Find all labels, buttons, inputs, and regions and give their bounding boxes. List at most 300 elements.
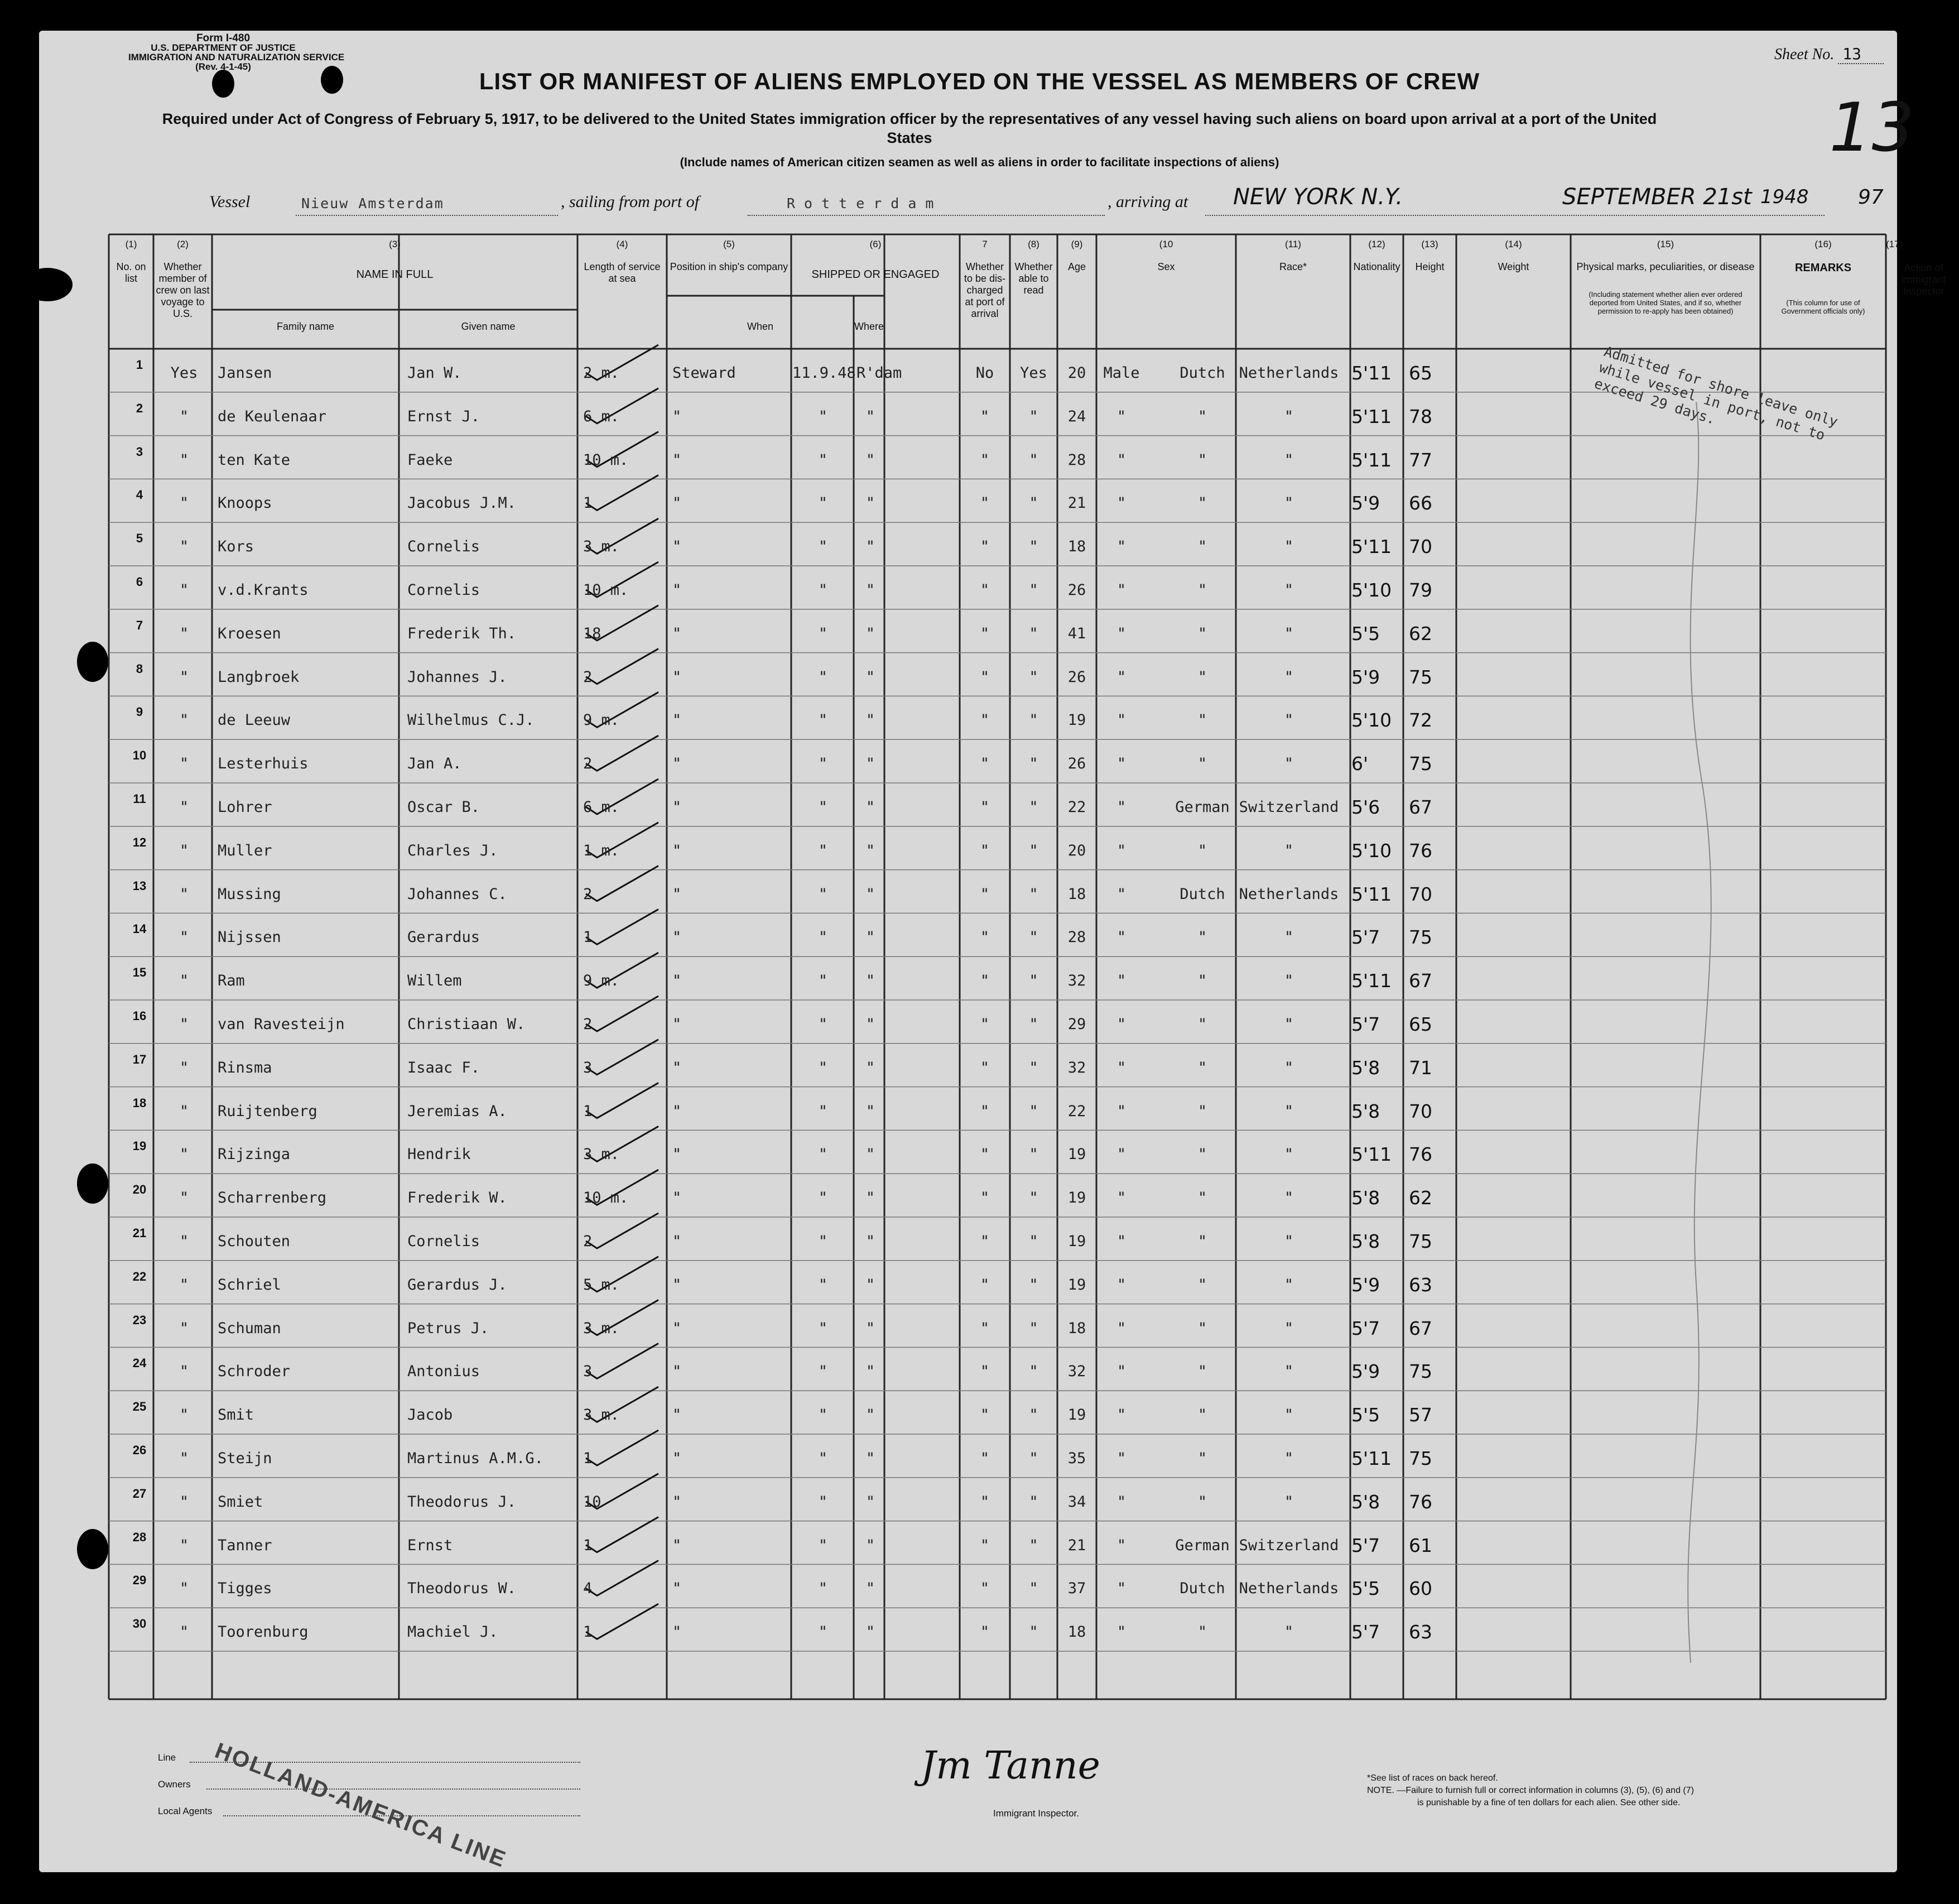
cell-family: Langbroek [218, 668, 300, 686]
cell-discharge: " [980, 711, 990, 729]
column-header: Action of Immigrant Inspector [1901, 262, 1946, 297]
column-header: SHIPPED OR ENGAGED [811, 268, 940, 281]
cell-given: Christiaan W. [407, 1016, 526, 1033]
row-number: 3 [136, 444, 143, 459]
cell-when: " [818, 1233, 828, 1250]
cell-race: " [1197, 1233, 1207, 1250]
cell-weight: 67 [1409, 796, 1432, 818]
cell-age: 18 [1067, 1319, 1086, 1337]
cell-when: 11.9.48 [792, 364, 856, 382]
cell-height: 6' [1351, 753, 1369, 775]
cell-service: 10 m. [583, 1189, 629, 1207]
check-tick [586, 649, 658, 684]
cell-sex: " [1116, 1016, 1127, 1033]
cell-height: 5'8 [1351, 1490, 1380, 1513]
cell-given: Gerardus J. [407, 1276, 507, 1294]
cell-sex: " [1116, 1406, 1127, 1424]
form-dept: U.S. DEPARTMENT OF JUSTICE [151, 42, 296, 53]
inspector-signature: Jm Tanne [921, 1744, 1100, 1788]
cell-position: " [672, 538, 682, 556]
cell-read: " [1029, 407, 1038, 425]
cell-sex: " [1116, 1233, 1127, 1250]
cell-race: " [1197, 538, 1207, 556]
cell-read: " [1029, 1493, 1038, 1511]
cell-where: " [865, 1059, 875, 1076]
cell-race: German [1175, 799, 1230, 816]
cell-discharge: " [980, 1146, 990, 1163]
cell-discharge: " [980, 624, 990, 642]
cell-where: " [865, 1319, 875, 1337]
stamp-text: Admitted for shore leave only while vessel in port, not to exceed 29 days. [1592, 343, 1840, 444]
cell-prev: " [179, 1623, 189, 1641]
cell-position: " [672, 1623, 682, 1641]
cell-when: " [818, 407, 828, 425]
cell-given: Frederik Th. [407, 624, 517, 642]
cell-family: Ram [218, 972, 245, 990]
cell-position: " [672, 711, 682, 729]
cell-prev: " [179, 711, 189, 729]
cell-race: " [1197, 929, 1207, 946]
cell-read: " [1029, 1276, 1038, 1294]
check-tick [586, 1604, 658, 1639]
cell-service: 1 [583, 929, 593, 946]
row-number: 27 [132, 1486, 147, 1501]
row-number: 8 [136, 661, 143, 676]
cell-where: " [865, 972, 875, 990]
cell-nationality: " [1284, 624, 1294, 642]
cell-nationality: " [1284, 494, 1294, 512]
cell-sex: " [1116, 972, 1127, 990]
cell-where: " [865, 581, 875, 599]
cell-where: " [865, 799, 875, 816]
cell-race: " [1197, 1319, 1207, 1337]
cell-sex: " [1116, 1102, 1127, 1120]
cell-position: " [672, 1146, 682, 1163]
cell-family: Tigges [218, 1580, 272, 1598]
column-header: Weight [1498, 261, 1529, 272]
cell-nationality: " [1284, 1363, 1294, 1381]
cell-read: " [1029, 1189, 1038, 1207]
cell-prev: " [179, 538, 189, 556]
cell-race: " [1197, 1016, 1207, 1033]
cell-when: " [818, 1536, 828, 1554]
cell-prev: " [179, 842, 189, 859]
cell-given: Jacobus J.M. [407, 494, 517, 512]
cell-position: " [672, 1189, 682, 1207]
cell-height: 5'9 [1351, 666, 1380, 688]
row-number: 21 [132, 1226, 147, 1240]
cell-position: Steward [672, 364, 736, 382]
cell-discharge: " [980, 1623, 990, 1641]
given-name-header: Given name [461, 321, 516, 332]
cell-given: Isaac F. [407, 1059, 480, 1076]
cell-service: 9 m. [583, 972, 620, 990]
column-header: Length of service at sea [584, 261, 661, 284]
cell-height: 5'8 [1351, 1100, 1380, 1122]
check-tick [586, 1430, 658, 1465]
row-number: 5 [136, 531, 143, 546]
cell-sex: " [1116, 711, 1127, 729]
cell-position: " [672, 1363, 682, 1381]
check-tick [586, 1040, 658, 1075]
cell-read: " [1029, 624, 1038, 642]
row-number: 16 [132, 1009, 147, 1023]
cell-sex: " [1116, 538, 1127, 556]
cell-race: " [1197, 1189, 1207, 1207]
cell-service: 1 [583, 1450, 593, 1467]
column-header: Position in ship's company [670, 261, 788, 272]
cell-where: " [865, 1233, 875, 1250]
cell-discharge: " [980, 1102, 990, 1120]
check-tick [586, 909, 658, 944]
cell-family: Rinsma [218, 1059, 272, 1076]
cell-age: 37 [1067, 1580, 1086, 1598]
page-subtitle-note: (Include names of American citizen seamen as well as aliens in order to facilitate inspections of aliens) [680, 155, 1279, 169]
cell-family: v.d.Krants [218, 581, 309, 599]
cell-read: " [1029, 451, 1038, 469]
cell-weight: 70 [1409, 536, 1432, 558]
cell-given: Antonius [407, 1363, 480, 1381]
cell-when: " [818, 668, 828, 686]
cell-family: Rijzinga [218, 1146, 291, 1163]
cell-discharge: " [980, 668, 990, 686]
cell-age: 24 [1067, 407, 1086, 425]
cell-age: 19 [1067, 1189, 1086, 1207]
action-note: (This column for use of Government officials only) [1781, 299, 1865, 315]
cell-when: " [818, 1623, 828, 1641]
cell-discharge: " [980, 1016, 990, 1033]
cell-prev: " [179, 668, 189, 686]
cell-race: " [1197, 581, 1207, 599]
cell-age: 18 [1067, 538, 1086, 556]
cell-age: 32 [1067, 1059, 1086, 1076]
cell-when: " [818, 1406, 828, 1424]
cell-age: 28 [1067, 929, 1086, 946]
check-tick [586, 866, 658, 901]
cell-position: " [672, 755, 682, 773]
cell-age: 19 [1067, 711, 1086, 729]
cell-discharge: " [980, 929, 990, 946]
cell-age: 41 [1067, 624, 1086, 642]
inspector-label: Immigrant Inspector. [993, 1808, 1080, 1819]
cell-nationality: " [1284, 1059, 1294, 1076]
cell-when: " [818, 624, 828, 642]
cell-age: 28 [1067, 451, 1086, 469]
cell-discharge: " [980, 1406, 990, 1424]
cell-nationality: " [1284, 1102, 1294, 1120]
cell-service: 2 [583, 668, 593, 686]
cell-nationality: " [1284, 1623, 1294, 1641]
cell-service: 3 [583, 1363, 593, 1381]
cell-given: Cornelis [407, 581, 480, 599]
cell-sex: " [1116, 1450, 1127, 1467]
cell-prev: " [179, 407, 189, 425]
cell-discharge: " [980, 1233, 990, 1250]
cell-nationality: " [1284, 451, 1294, 469]
column-number: (14) [1505, 239, 1522, 249]
cell-prev: " [179, 624, 189, 642]
cell-family: de Leeuw [218, 711, 291, 729]
cell-when: " [818, 972, 828, 990]
form-service: IMMIGRATION AND NATURALIZATION SERVICE [128, 52, 345, 62]
when-header: When [747, 321, 774, 332]
column-header: No. on list [116, 261, 146, 284]
cell-race: " [1197, 1493, 1207, 1511]
cell-nationality: Netherlands [1239, 364, 1339, 382]
check-tick [586, 1343, 658, 1378]
cell-race: " [1197, 1450, 1207, 1467]
cell-nationality: Netherlands [1239, 885, 1339, 903]
column-header: REMARKS [1794, 262, 1852, 274]
cell-where: " [865, 885, 875, 903]
cell-age: 26 [1067, 581, 1086, 599]
note-penalty: NOTE. —Failure to furnish full or correct information in columns (3), (5), (6) and (7) [1367, 1786, 1694, 1795]
cell-where: " [865, 624, 875, 642]
cell-when: " [818, 1059, 828, 1076]
cell-when: " [818, 929, 828, 946]
cell-discharge: " [980, 1319, 990, 1337]
cell-race: Dutch [1180, 364, 1225, 382]
cell-sex: " [1116, 1059, 1127, 1076]
cell-given: Wilhelmus C.J. [407, 711, 535, 729]
cell-when: " [818, 1493, 828, 1511]
cell-where: " [865, 711, 875, 729]
cell-height: 5'11 [1351, 405, 1392, 427]
cell-read: " [1029, 972, 1038, 990]
cell-read: " [1029, 799, 1038, 816]
cell-prev: " [179, 1536, 189, 1554]
pencil-line [1688, 402, 1711, 1663]
footer-line-label: Line [158, 1752, 176, 1763]
cell-prev: " [179, 1580, 189, 1598]
cell-prev: " [179, 1233, 189, 1250]
cell-race: German [1175, 1536, 1230, 1554]
cell-sex: " [1116, 799, 1127, 816]
cell-when: " [818, 711, 828, 729]
cell-discharge: " [980, 799, 990, 816]
cell-race: " [1197, 842, 1207, 859]
column-header: Age [1067, 261, 1086, 272]
cell-weight: 75 [1409, 926, 1432, 949]
row-number: 12 [132, 835, 147, 849]
cell-discharge: " [980, 1580, 990, 1598]
cell-weight: 70 [1409, 883, 1432, 905]
cell-height: 5'11 [1351, 362, 1392, 384]
cell-prev: " [179, 1059, 189, 1076]
cell-family: ten Kate [218, 451, 291, 469]
footer-owners-underline [206, 1788, 580, 1790]
cell-sex: " [1116, 1146, 1127, 1163]
cell-where: " [865, 1493, 875, 1511]
cell-when: " [818, 1276, 828, 1294]
cell-read: " [1029, 668, 1038, 686]
cell-given: Hendrik [407, 1146, 471, 1163]
cell-weight: 66 [1409, 492, 1432, 515]
cell-read: " [1029, 1319, 1038, 1337]
cell-given: Ernst [407, 1536, 453, 1554]
cell-weight: 72 [1409, 709, 1432, 732]
cell-where: " [865, 407, 875, 425]
cell-weight: 65 [1409, 362, 1432, 384]
cell-given: Jan W. [407, 364, 462, 382]
page-subtitle: Required under Act of Congress of February 5, 1917, to be delivered to the United States immigration officer by the representatives of any vessel having such aliens on board upon arrival at a port of the United States [162, 110, 1657, 146]
row-number: 1 [136, 358, 143, 372]
cell-family: Smiet [218, 1493, 263, 1511]
cell-age: 18 [1067, 885, 1086, 903]
cell-height: 5'9 [1351, 1273, 1380, 1296]
cell-service: 2 [583, 1233, 593, 1250]
cell-discharge: " [980, 1363, 990, 1381]
column-number: (2) [177, 239, 189, 249]
cell-read: " [1029, 581, 1038, 599]
column-header: Physical marks, peculiarities, or disease [1576, 261, 1755, 272]
cell-height: 5'11 [1351, 883, 1392, 905]
cell-race: Dutch [1180, 885, 1225, 903]
cell-where: " [865, 1536, 875, 1554]
row-number: 20 [132, 1182, 147, 1197]
cell-when: " [818, 1102, 828, 1120]
cell-age: 26 [1067, 668, 1086, 686]
cell-weight: 63 [1409, 1273, 1432, 1296]
cell-position: " [672, 451, 682, 469]
sheet-number-value: 13 [1838, 45, 1884, 64]
cell-nationality: " [1284, 407, 1294, 425]
cell-height: 5'11 [1351, 1143, 1392, 1166]
row-number: 10 [132, 748, 147, 763]
cell-race: Dutch [1180, 1580, 1225, 1598]
cell-sex: " [1116, 1580, 1127, 1598]
cell-race: " [1197, 1363, 1207, 1381]
cell-family: Jansen [218, 364, 272, 382]
cell-read: " [1029, 1406, 1038, 1424]
cell-discharge: " [980, 842, 990, 859]
cell-family: van Ravesteijn [218, 1016, 345, 1033]
holland-america-stamp: HOLLAND-AMERICA LINE [211, 1738, 511, 1873]
cell-height: 5'5 [1351, 1578, 1380, 1600]
cell-age: 19 [1067, 1276, 1086, 1294]
cell-given: Cornelis [407, 538, 480, 556]
footer-agents-label: Local Agents [158, 1806, 213, 1816]
cell-discharge: " [980, 1276, 990, 1294]
cell-given: Johannes C. [407, 885, 507, 903]
row-number: 28 [132, 1530, 147, 1544]
cell-nationality: " [1284, 538, 1294, 556]
cell-height: 5'7 [1351, 1534, 1380, 1556]
row-number: 7 [136, 618, 143, 632]
cell-sex: " [1116, 929, 1127, 946]
cell-service: 2 m. [583, 364, 620, 382]
cell-race: " [1197, 755, 1207, 773]
column-number: (1) [125, 239, 137, 249]
footer-owners-label: Owners [158, 1779, 191, 1790]
cell-given: Charles J. [407, 842, 498, 859]
cell-service: 9 m. [583, 711, 620, 729]
row-number: 22 [132, 1269, 147, 1283]
cell-age: 19 [1067, 1406, 1086, 1424]
cell-discharge: " [980, 1059, 990, 1076]
cell-nationality: " [1284, 1189, 1294, 1207]
cell-when: " [818, 799, 828, 816]
cell-prev: Yes [170, 364, 198, 382]
row-number: 25 [132, 1400, 147, 1414]
cell-prev: " [179, 755, 189, 773]
cell-family: Schuman [218, 1319, 281, 1337]
check-tick [586, 735, 658, 771]
cell-family: de Keulenaar [218, 407, 327, 425]
cell-sex: " [1116, 1536, 1127, 1554]
cell-height: 5'6 [1351, 796, 1380, 818]
check-tick [586, 1213, 658, 1248]
sheet-label: Sheet No. [1774, 46, 1835, 63]
corner-number: 13 [1829, 89, 1914, 167]
cell-given: Jacob [407, 1406, 453, 1424]
row-number: 29 [132, 1573, 147, 1588]
cell-where: " [865, 494, 875, 512]
cell-nationality: " [1284, 581, 1294, 599]
cell-weight: 75 [1409, 753, 1432, 775]
cell-nationality: " [1284, 755, 1294, 773]
cell-weight: 76 [1409, 1490, 1432, 1513]
cell-where: " [865, 451, 875, 469]
cell-given: Willem [407, 972, 462, 990]
cell-service: 18 [583, 624, 601, 642]
cell-nationality: " [1284, 929, 1294, 946]
cell-sex: " [1116, 1363, 1127, 1381]
column-header: Whether to be dis-charged at port of arrival [964, 261, 1006, 319]
cell-prev: " [179, 581, 189, 599]
cell-family: Muller [218, 842, 272, 859]
cell-read: " [1029, 842, 1038, 859]
column-number: (17) [1886, 239, 1903, 249]
cell-discharge: " [980, 1536, 990, 1554]
from-label: , sailing from port of [561, 193, 700, 211]
footer-notes [1367, 1772, 1694, 1809]
cell-read: " [1029, 1059, 1038, 1076]
cell-position: " [672, 1233, 682, 1250]
column-header: Whether able to read [1014, 261, 1053, 296]
column-header: Race* [1279, 261, 1307, 272]
cell-prev: " [179, 929, 189, 946]
column-header: NAME IN FULL [356, 268, 434, 281]
check-tick [586, 1560, 658, 1595]
cell-nationality: " [1284, 711, 1294, 729]
cell-where: " [865, 1363, 875, 1381]
cell-nationality: " [1284, 1233, 1294, 1250]
column-header: Sex [1157, 261, 1175, 272]
cell-weight: 75 [1409, 666, 1432, 688]
cell-when: " [818, 885, 828, 903]
cell-position: " [672, 1406, 682, 1424]
arrival-date: SEPTEMBER 21st [1562, 184, 1752, 210]
cell-weight: 76 [1409, 839, 1432, 862]
cell-sex: " [1116, 1623, 1127, 1641]
cell-race: " [1197, 624, 1207, 642]
cell-prev: " [179, 1363, 189, 1381]
cell-sex: " [1116, 668, 1127, 686]
cell-family: Kroesen [218, 624, 281, 642]
cell-prev: " [179, 1189, 189, 1207]
cell-when: " [818, 842, 828, 859]
cell-weight: 62 [1409, 622, 1432, 645]
cell-family: Toorenburg [218, 1623, 309, 1641]
cell-sex: " [1116, 407, 1127, 425]
column-number: (8) [1028, 239, 1039, 249]
cell-height: 5'7 [1351, 1621, 1380, 1643]
cell-height: 5'8 [1351, 1187, 1380, 1209]
cell-where: " [865, 1450, 875, 1467]
cell-nationality: " [1284, 1319, 1294, 1337]
cell-position: " [672, 972, 682, 990]
